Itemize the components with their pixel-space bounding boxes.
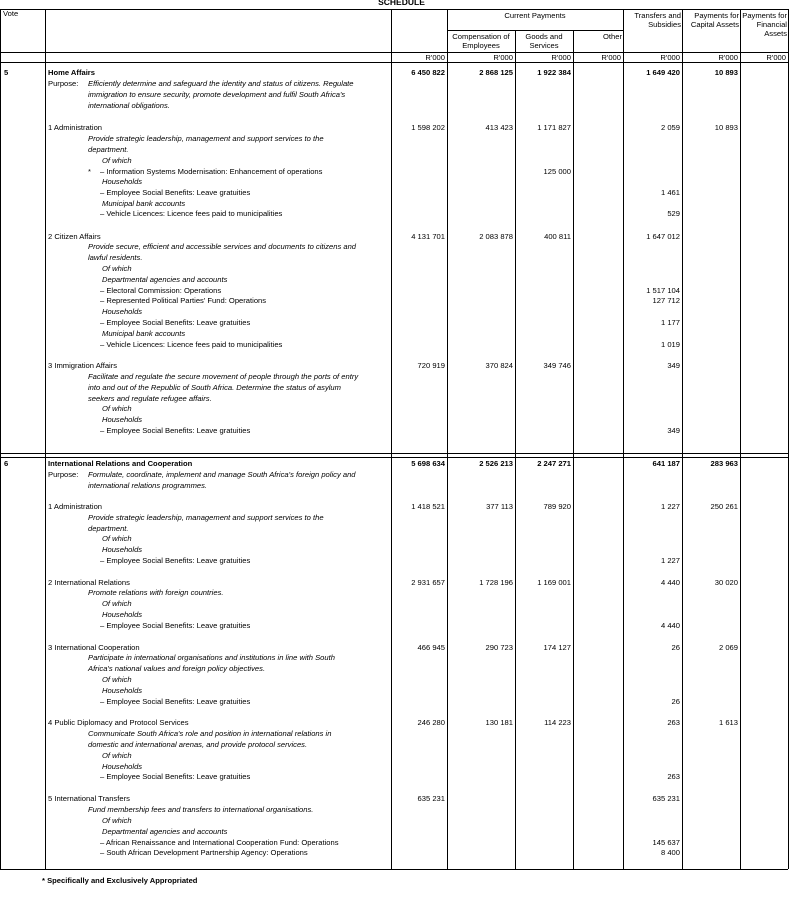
row-label: Provide strategic leadership, management and support services to the bbox=[88, 134, 324, 143]
unit-goods: R'000 bbox=[551, 53, 571, 62]
row-label: International Relations and Cooperation bbox=[48, 459, 193, 468]
cell-capital: 250 261 bbox=[710, 502, 738, 511]
cell-total: 466 945 bbox=[417, 643, 445, 652]
row-label: Households bbox=[102, 610, 143, 619]
row-label: Municipal bank accounts bbox=[102, 329, 186, 338]
row-label: – Information Systems Modernisation: Enhancement of operations bbox=[100, 167, 323, 176]
cell-transfers: 349 bbox=[667, 361, 680, 370]
cell-capital: 2 069 bbox=[718, 643, 738, 652]
row-label: – Electoral Commission: Operations bbox=[100, 286, 222, 295]
col-line bbox=[573, 30, 574, 869]
cell-comp: 2 868 125 bbox=[479, 68, 513, 77]
row-label: Fund membership fees and transfers to international organisations. bbox=[88, 805, 314, 814]
cell-transfers: 1 019 bbox=[660, 340, 680, 349]
header-current-payments: Current Payments bbox=[504, 11, 566, 20]
row-label: Of which bbox=[102, 599, 132, 608]
header-financial: Payments for Financial Assets bbox=[742, 11, 787, 38]
cell-comp: 377 113 bbox=[486, 502, 513, 511]
table-bottom-border bbox=[0, 869, 788, 870]
col-line bbox=[45, 9, 46, 869]
row-label: Of which bbox=[102, 816, 132, 825]
vote-separator-2 bbox=[0, 457, 788, 458]
row-label: Africa's national values and foreign policy objectives. bbox=[88, 664, 266, 673]
row-label: Communicate South Africa's role and position in international relations in bbox=[88, 729, 332, 738]
cell-transfers: 26 bbox=[671, 697, 680, 706]
cell-transfers: 263 bbox=[667, 772, 680, 781]
header-goods-services: Goods and Services bbox=[525, 32, 563, 50]
cell-goods: 349 746 bbox=[543, 361, 571, 370]
cell-transfers: 641 187 bbox=[652, 459, 680, 468]
col-line bbox=[447, 9, 448, 869]
row-label: 3 Immigration Affairs bbox=[48, 361, 118, 370]
col-line bbox=[0, 9, 1, 869]
cell-goods: 400 811 bbox=[544, 232, 571, 241]
row-label: into and out of the Republic of South Africa. Determine the status of asylum bbox=[88, 383, 341, 392]
vote-number: 6 bbox=[4, 459, 9, 468]
cell-transfers: 1 227 bbox=[660, 502, 680, 511]
row-label: Home Affairs bbox=[48, 68, 95, 77]
cell-transfers: 127 712 bbox=[652, 296, 680, 305]
row-label: – Employee Social Benefits: Leave gratuities bbox=[100, 188, 251, 197]
unit-total: R'000 bbox=[425, 53, 445, 62]
cell-goods: 1 171 827 bbox=[537, 123, 571, 132]
cell-transfers: 4 440 bbox=[660, 578, 680, 587]
cell-capital: 10 893 bbox=[714, 68, 738, 77]
row-label: Departmental agencies and accounts bbox=[102, 827, 228, 836]
cell-capital: 1 613 bbox=[718, 718, 738, 727]
cell-goods: 1 922 384 bbox=[537, 68, 571, 77]
cell-goods: 789 920 bbox=[543, 502, 571, 511]
row-label: Households bbox=[102, 307, 143, 316]
cell-comp: 370 824 bbox=[485, 361, 513, 370]
row-label: – African Renaissance and International Cooperation Fund: Operations bbox=[100, 838, 339, 847]
col-line bbox=[391, 9, 392, 869]
cell-total: 5 698 634 bbox=[411, 459, 445, 468]
row-label: – Vehicle Licences: Licence fees paid to municipalities bbox=[100, 340, 283, 349]
cell-comp: 2 526 213 bbox=[479, 459, 513, 468]
row-label: Provide secure, efficient and accessible services and documents to citizens and bbox=[88, 242, 357, 251]
cell-comp: 2 083 878 bbox=[479, 232, 513, 241]
row-label: 1 Administration bbox=[48, 502, 103, 511]
row-label: international relations programmes. bbox=[88, 481, 208, 490]
cell-total: 1 418 521 bbox=[411, 502, 445, 511]
row-label: Households bbox=[102, 545, 143, 554]
cell-total: 246 280 bbox=[417, 718, 445, 727]
schedule-title: SCHEDULE bbox=[378, 0, 425, 7]
cell-total: 4 131 701 bbox=[411, 232, 445, 241]
cell-transfers: 8 400 bbox=[660, 848, 680, 857]
cell-capital: 283 963 bbox=[710, 459, 738, 468]
row-label: Purpose: bbox=[48, 470, 79, 479]
col-line bbox=[623, 9, 624, 869]
table-top-border bbox=[0, 9, 788, 10]
cell-comp: 290 723 bbox=[485, 643, 513, 652]
current-payments-divider bbox=[447, 30, 623, 31]
cell-goods: 2 247 271 bbox=[537, 459, 571, 468]
cell-comp: 130 181 bbox=[485, 718, 513, 727]
row-label: – Employee Social Benefits: Leave gratuities bbox=[100, 772, 251, 781]
cell-goods: 1 169 001 bbox=[537, 578, 571, 587]
vote-separator bbox=[0, 453, 788, 454]
row-label: Provide strategic leadership, management and support services to the bbox=[88, 513, 324, 522]
row-label: Households bbox=[102, 686, 143, 695]
row-label: 2 Citizen Affairs bbox=[48, 232, 101, 241]
col-line bbox=[515, 30, 516, 869]
header-vote: Vote bbox=[3, 9, 19, 18]
row-label: department. bbox=[88, 524, 129, 533]
unit-other: R'000 bbox=[601, 53, 621, 62]
row-label: Promote relations with foreign countries. bbox=[88, 588, 224, 597]
row-label: seekers and regulate refugee affairs. bbox=[88, 394, 212, 403]
row-label: 1 Administration bbox=[48, 123, 103, 132]
row-label: Households bbox=[102, 762, 143, 771]
header-compensation: Compensation of Employees bbox=[452, 32, 510, 50]
unit-capital: R'000 bbox=[718, 53, 738, 62]
cell-goods: 114 223 bbox=[544, 718, 571, 727]
row-label: 3 International Cooperation bbox=[48, 643, 140, 652]
row-label: Purpose: bbox=[48, 79, 79, 88]
header-capital: Payments for Capital Assets bbox=[690, 11, 739, 29]
cell-comp: 1 728 196 bbox=[479, 578, 513, 587]
cell-goods: 174 127 bbox=[543, 643, 571, 652]
appropriation-marker: * bbox=[88, 167, 91, 176]
col-line bbox=[682, 9, 683, 869]
row-label: Facilitate and regulate the secure movement of people through the ports of entry bbox=[88, 372, 359, 381]
row-label: Of which bbox=[102, 751, 132, 760]
row-label: – Employee Social Benefits: Leave gratuities bbox=[100, 697, 251, 706]
row-label: Of which bbox=[102, 156, 132, 165]
col-line bbox=[740, 9, 741, 869]
cell-total: 635 231 bbox=[417, 794, 445, 803]
row-label: – South African Development Partnership Agency: Operations bbox=[100, 848, 308, 857]
row-label: – Employee Social Benefits: Leave gratuities bbox=[100, 556, 251, 565]
header-other: Other bbox=[603, 32, 622, 41]
row-label: Municipal bank accounts bbox=[102, 199, 186, 208]
row-label: Of which bbox=[102, 404, 132, 413]
cell-comp: 413 423 bbox=[485, 123, 513, 132]
row-label: Formulate, coordinate, implement and manage South Africa's foreign policy and bbox=[88, 470, 356, 479]
row-label: – Represented Political Parties' Fund: Operations bbox=[100, 296, 267, 305]
cell-total: 6 450 822 bbox=[411, 68, 445, 77]
unit-financial: R'000 bbox=[766, 53, 786, 62]
row-label: Households bbox=[102, 415, 143, 424]
row-label: – Employee Social Benefits: Leave gratuities bbox=[100, 426, 251, 435]
cell-goods: 125 000 bbox=[543, 167, 571, 176]
row-label: 4 Public Diplomacy and Protocol Services bbox=[48, 718, 189, 727]
cell-transfers: 263 bbox=[667, 718, 680, 727]
cell-transfers: 349 bbox=[667, 426, 680, 435]
cell-total: 720 919 bbox=[417, 361, 445, 370]
row-label: Of which bbox=[102, 534, 132, 543]
row-label: Efficiently determine and safeguard the identity and status of citizens. Regulate bbox=[88, 79, 354, 88]
col-line bbox=[788, 9, 789, 869]
cell-transfers: 1 227 bbox=[660, 556, 680, 565]
row-label: department. bbox=[88, 145, 129, 154]
cell-transfers: 529 bbox=[667, 209, 680, 218]
cell-capital: 10 893 bbox=[714, 123, 738, 132]
row-label: – Employee Social Benefits: Leave gratuities bbox=[100, 318, 251, 327]
header-transfers: Transfers and Subsidies bbox=[634, 11, 681, 29]
row-label: domestic and international arenas, and provide protocol services. bbox=[88, 740, 308, 749]
footnote: * Specifically and Exclusively Appropriated bbox=[42, 876, 198, 885]
cell-transfers: 635 231 bbox=[652, 794, 680, 803]
cell-transfers: 1 647 012 bbox=[646, 232, 680, 241]
row-label: Of which bbox=[102, 264, 132, 273]
row-label: 5 International Transfers bbox=[48, 794, 130, 803]
row-label: – Vehicle Licences: Licence fees paid to municipalities bbox=[100, 209, 283, 218]
cell-transfers: 4 440 bbox=[660, 621, 680, 630]
cell-transfers: 1 461 bbox=[660, 188, 680, 197]
row-label: Of which bbox=[102, 675, 132, 684]
row-label: Households bbox=[102, 177, 143, 186]
unit-transfers: R'000 bbox=[660, 53, 680, 62]
cell-transfers: 1 177 bbox=[660, 318, 680, 327]
row-label: – Employee Social Benefits: Leave gratuities bbox=[100, 621, 251, 630]
unit-compensation: R'000 bbox=[493, 53, 513, 62]
cell-transfers: 2 059 bbox=[660, 123, 680, 132]
cell-transfers: 1 649 420 bbox=[646, 68, 680, 77]
cell-capital: 30 020 bbox=[714, 578, 738, 587]
row-label: 2 International Relations bbox=[48, 578, 130, 587]
cell-total: 1 598 202 bbox=[411, 123, 445, 132]
row-label: Departmental agencies and accounts bbox=[102, 275, 228, 284]
row-label: international obligations. bbox=[88, 101, 170, 110]
cell-transfers: 1 517 104 bbox=[646, 286, 680, 295]
row-label: immigration to ensure security, promote development and fulfil South Africa's bbox=[88, 90, 346, 99]
row-label: Participate in international organisations and institutions in line with South bbox=[88, 653, 335, 662]
cell-total: 2 931 657 bbox=[411, 578, 445, 587]
cell-transfers: 26 bbox=[671, 643, 680, 652]
cell-transfers: 145 637 bbox=[652, 838, 680, 847]
row-label: lawful residents. bbox=[88, 253, 143, 262]
vote-number: 5 bbox=[4, 68, 9, 77]
